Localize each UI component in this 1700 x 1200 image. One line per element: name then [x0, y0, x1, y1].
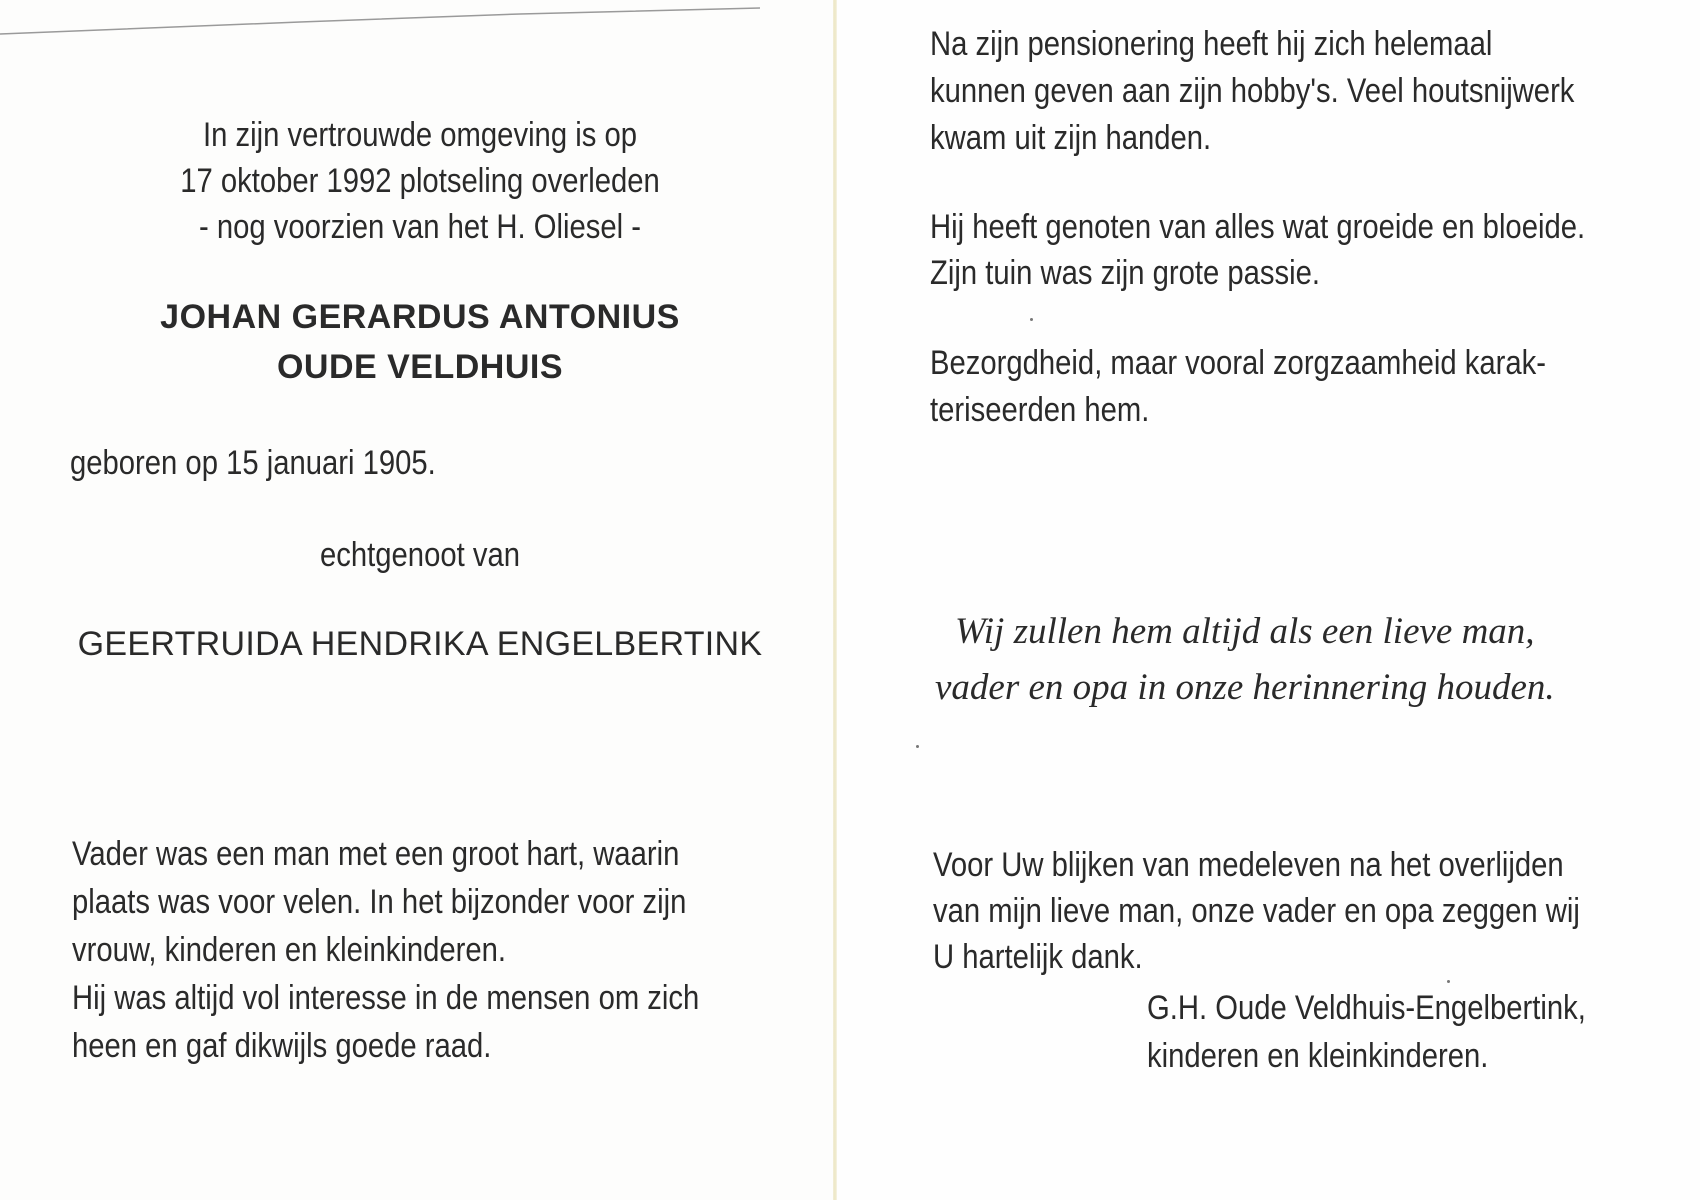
left-paragraph-line-5: heen en gaf dikwijls goede raad.: [72, 1027, 492, 1065]
right-paragraph3-line-1: Bezorgdheid, maar vooral zorgzaamheid karak-: [930, 344, 1546, 382]
right-paragraph1-line-1: Na zijn pensionering heeft hij zich helemaal: [930, 25, 1493, 63]
left-paragraph-line-2: plaats was voor velen. In het bijzonder voor zijn: [72, 883, 687, 921]
signature-line-2: kinderen en kleinkinderen.: [1147, 1037, 1489, 1075]
right-paragraph1-line-3: kwam uit zijn handen.: [930, 119, 1212, 157]
left-paragraph-line-4: Hij was altijd vol interesse in de mensen om zich: [72, 979, 700, 1017]
card-top-edge: [0, 0, 760, 40]
paper-speck: [916, 745, 919, 748]
card-fold: [833, 0, 837, 1200]
right-paragraph2-line-2: Zijn tuin was zijn grote passie.: [930, 254, 1321, 292]
deceased-name-line-1: JOHAN GERARDUS ANTONIUS: [160, 298, 680, 336]
intro-line-3: - nog voorzien van het H. Oliesel -: [198, 208, 642, 246]
deceased-name-line-2: OUDE VELDHUIS: [276, 348, 564, 386]
birth-date: geboren op 15 januari 1905.: [70, 444, 436, 482]
paper-speck: [1030, 318, 1033, 321]
signature-line-1: G.H. Oude Veldhuis-Engelbertink,: [1147, 989, 1586, 1027]
left-paragraph-line-3: vrouw, kinderen en kleinkinderen.: [72, 931, 506, 969]
right-paragraph3-line-2: teriseerden hem.: [930, 391, 1150, 429]
memorial-quote-line-1: Wij zullen hem altijd als een lieve man,: [955, 611, 1535, 652]
thanks-line-1: Voor Uw blijken van medeleven na het overlijden: [933, 846, 1564, 884]
spouse-name: GEERTRUIDA HENDRIKA ENGELBERTINK: [77, 625, 763, 663]
paper-speck: [1447, 980, 1450, 983]
left-paragraph-line-1: Vader was een man met een groot hart, waarin: [72, 835, 680, 873]
thanks-line-2: van mijn lieve man, onze vader en opa zeggen wij: [933, 892, 1580, 930]
right-paragraph2-line-1: Hij heeft genoten van alles wat groeide en bloeide.: [930, 208, 1586, 246]
intro-line-2: 17 oktober 1992 plotseling overleden: [180, 162, 660, 200]
intro-line-1: In zijn vertrouwde omgeving is op: [203, 116, 637, 154]
thanks-line-3: U hartelijk dank.: [933, 938, 1143, 976]
spouse-label: echtgenoot van: [320, 536, 520, 574]
memorial-quote-line-2: vader en opa in onze herinnering houden.: [935, 667, 1555, 708]
right-paragraph1-line-2: kunnen geven aan zijn hobby's. Veel houtsnijwerk: [930, 72, 1575, 110]
